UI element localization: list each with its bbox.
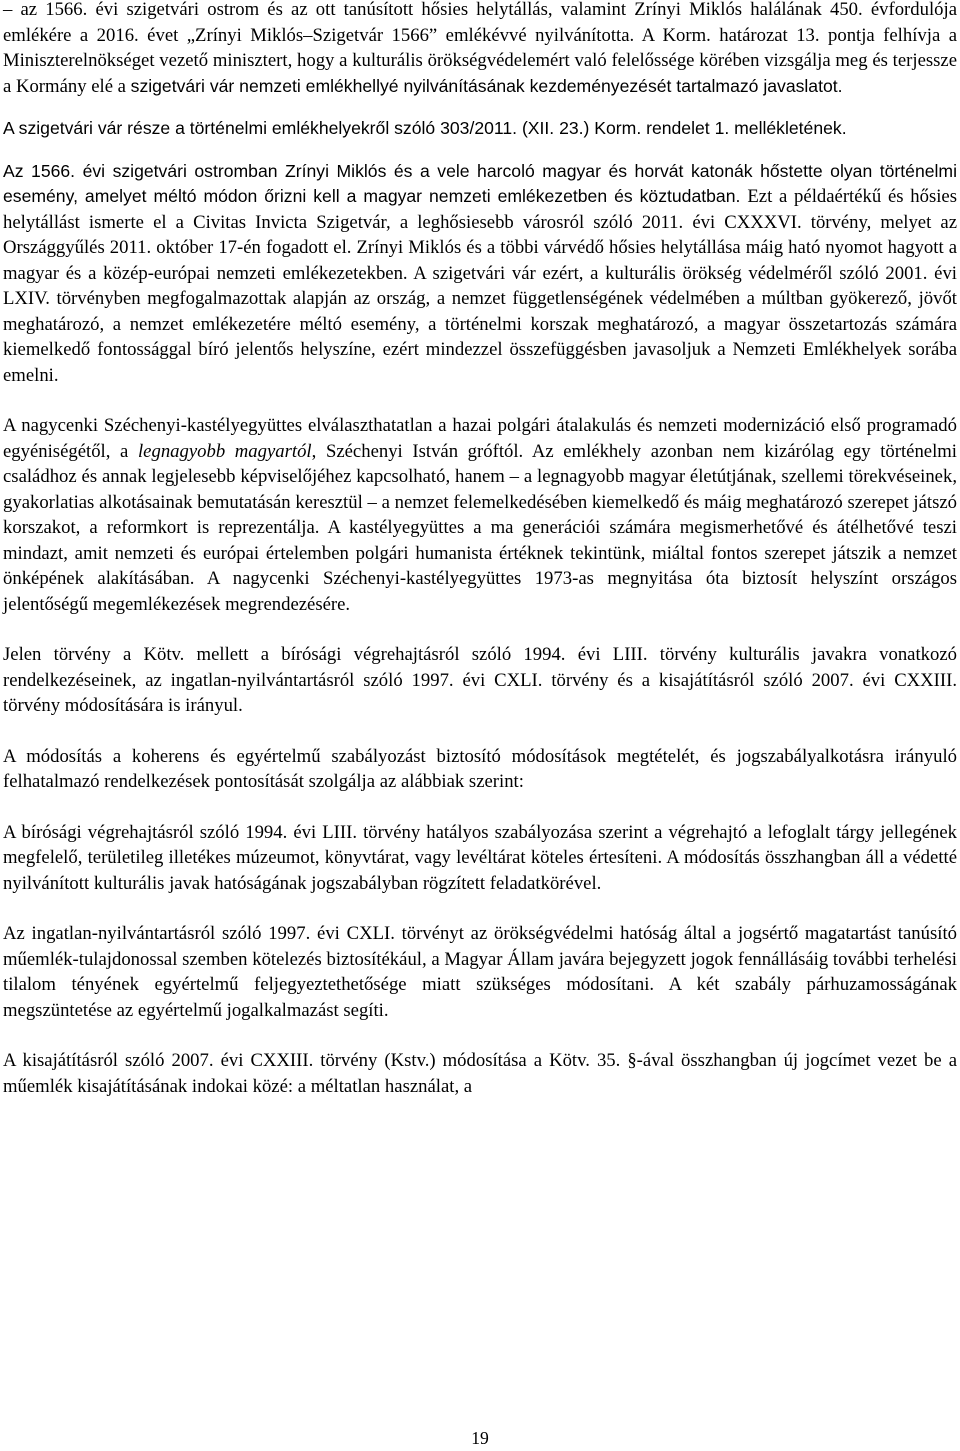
paragraph-3-text-sans: Az 1566. évi szigetvári ostromban Zrínyi Miklós és a vele harcoló magyar és horvát katonák hőstette olyan történelmi esemény, amelyet méltó módon őrizni kell a magyar nemzeti emlékezetben és köztudatban. (3, 160, 957, 206)
paragraph-3 (3, 159, 957, 389)
paragraph-6-text: A módosítás a koherens és egyértelmű szabályozást biztosító módosítások megtételét, és jogszabályalkotásra irányuló felhatalmazó rendelkezések pontosítását szolgálja az alábbiak szerint: (3, 745, 957, 792)
paragraph-4-italic: legnagyobb magyartól (137, 440, 312, 462)
paragraph-8-text: Az ingatlan-nyilvántartásról szóló 1997. évi CXLI. törvényt az örökségvédelmi hatóság által a jogsértő magatartást tanúsító műemlék-tulajdonossal szemben kötelezés biztosítékául, a Magyar Állam javára bejegyzett jogok fennállásáig további terhelési tilalom tényének egyértelmű feljegyeztethetősége miatt szükséges módosítani. A két szabály párhuzamosságának megszüntetése az egyértelmű jogalkalmazást segíti. (3, 923, 957, 1021)
paragraph-3-text-serif: Ezt a példaértékű és hősies helytállást ismerte el a Civitas Invicta Szigetvár, a leghősiesebb városról szóló 2011. évi CXXXVI. törvény, melyet az Országgyűlés 2011. október 17-én fogadott el. Zrínyi Miklós és a többi várvédő hősies helytállása máig ható nyomot hagyott a magyar és a közép-európai nemzeti emlékezetekben. A szigetvári vár ezért, a kulturális örökség védelméről szóló 2001. évi LXIV. törvényben megfogalmazottak alapján az ország, a nemzet függetlenségének védelmében a múltban gyökerező, jövőt meghatározó, a nemzet emlékezetére méltó esemény, a történelmi korszak meghatározó, a magyar összetartozás számára kiemelkedő fontossággal bíró jelentős helyszíne, ezért mindezzel összefüggésben javasoljuk a Nemzeti Emlékhelyek sorába emelni. (3, 186, 957, 386)
paragraph-1 (3, 0, 957, 99)
paragraph-4 (3, 413, 957, 617)
paragraph-1-text-serif: – az 1566. évi szigetvári ostrom és az ott tanúsított hősies helytállás, valamint Zrínyi Miklós halálának 450. évfordulója emlékére a 2016. évet „Zrínyi Miklós–Szigetvár 1566” emlékévvé nyilvánította. A Korm. határozat 13. pontja felhívja a Miniszterelnökséget vezető minisztert, hogy a kulturális örökségvédelemért való felelőssége körében vizsgálja meg és terjessze a Kormány elé a (3, 0, 957, 97)
paragraph-5-text: Jelen törvény a Kötv. mellett a bírósági végrehajtásról szóló 1994. évi LIII. törvény kulturális javakra vonatkozó rendelkezéseinek, az ingatlan-nyilvántartásról szóló 1997. évi CXLI. törvény és a kisajátításról szóló 2007. évi CXXIII. törvény módosítására is irányul. (3, 644, 957, 716)
paragraph-7-text: A bírósági végrehajtásról szóló 1994. évi LIII. törvény hatályos szabályozása szerint a végrehajtó a lefoglalt tárgy jellegének megfelelő, területileg illetékes múzeumot, könyvtárat, vagy levéltárat köteles értesíteni. A módosítás összhangban áll a védetté nyilvánított kulturális javak hatóságának jogszabályban rögzített feladatkörével. (3, 821, 957, 894)
paragraph-4-text-a: A nagycenki Széchenyi-kastélyegyüttes elválaszthatatlan a hazai polgári átalakulás és nemzeti modernizáció első programadó egyéniségétől, a (3, 415, 957, 462)
paragraph-1-text-sans: szigetvári vár nemzeti emlékhellyé nyilvánításának kezdeményezését tartalmazó javaslatot. (130, 75, 843, 96)
paragraph-2-text: A szigetvári vár része a történelmi emlékhelyekről szóló 303/2011. (XII. 23.) Korm. rendelet 1. mellékletének. (3, 118, 847, 138)
paragraph-9-text: A kisajátításról szóló 2007. évi CXXIII. törvény (Kstv.) módosítása a Kötv. 35. §-ával összhangban új jogcímet vezet be a műemlék kisajátításának indokai közé: a méltatlan használat, a (3, 1050, 957, 1097)
page-number: 19 (471, 1428, 489, 1448)
document-body (3, 0, 957, 1099)
paragraph-9 (3, 1048, 957, 1099)
paragraph-7 (3, 820, 957, 897)
paragraph-8 (3, 921, 957, 1023)
paragraph-5 (3, 642, 957, 719)
paragraph-6 (3, 744, 957, 795)
paragraph-4-text-b: , Széchenyi István gróftól. Az emlékhely azonban nem kizárólag egy történelmi családhoz és annak legjelesebb képviselőjéhez kapcsolható, hanem – a legnagyobb magyar életútjának, szellemi törekvéseinek, gyakorlatias alkotásainak bemutatásán keresztül – a nemzet felemelkedésében kiemelkedő és máig meghatározó szerepet játszó korszakot, a reformkort is reprezentálja. A kastélyegyüttes a ma generációi számára megismerhetővé és átélhetővé teszi mindazt, amit nemzeti és európai értelemben polgári humanista értéknek tekintünk, miáltal fontos szerepet játszik a nemzet önképének alakításában. A nagycenki Széchenyi-kastélyegyüttes 1973-as megnyitása óta biztosít helyszínt országos jelentőségű megemlékezések megrendezésére. (3, 440, 957, 615)
paragraph-2 (3, 116, 957, 142)
